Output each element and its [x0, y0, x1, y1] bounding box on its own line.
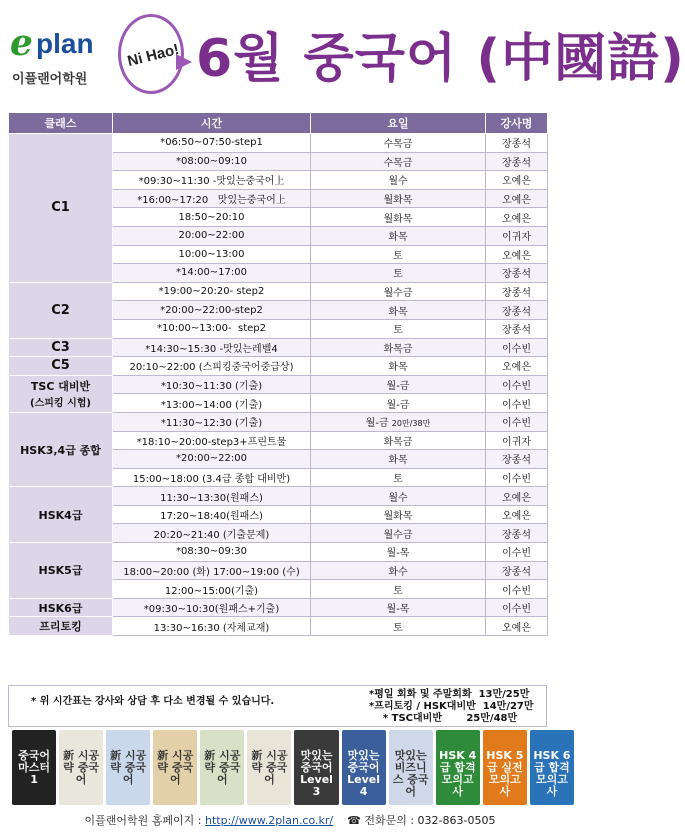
teacher-cell: 장종석	[486, 524, 548, 543]
class-cell: C3	[9, 338, 113, 357]
table-header-row	[9, 113, 548, 134]
price-note: 20만/38만	[391, 419, 431, 429]
days-cell: 월수금	[311, 524, 486, 543]
homepage-label: 이플랜어학원 홈페이지 :	[84, 814, 206, 827]
days-cell	[311, 412, 486, 431]
class-cell: C1	[9, 134, 113, 283]
days-cell: 수목금	[311, 134, 486, 153]
days-cell: 토	[311, 319, 486, 338]
class-cell: HSK3,4급 종합	[9, 412, 113, 486]
time-cell: *06:50~07:50-step1	[113, 134, 311, 153]
col-header-class: 클래스	[9, 113, 113, 134]
days-cell: 월화목	[311, 505, 486, 524]
time-cell: *10:00~13:00- step2	[113, 319, 311, 338]
days-cell: 화목	[311, 450, 486, 469]
time-cell: *08:30~09:30	[113, 543, 311, 562]
time-cell: *08:00~09:10	[113, 152, 311, 171]
days-cell: 토	[311, 468, 486, 487]
teacher-cell: 이수빈	[486, 394, 548, 413]
days-cell: 화수	[311, 561, 486, 580]
teacher-cell: 장종석	[486, 301, 548, 320]
time-cell: *20:00~22:00-step2	[113, 301, 311, 320]
phone-info: ☎ 전화문의 : 032-863-0505	[347, 814, 496, 827]
class-cell: 프리토킹	[9, 617, 113, 636]
days-cell: 월수	[311, 171, 486, 190]
header	[0, 0, 685, 108]
table-row	[9, 357, 548, 376]
footer	[0, 812, 580, 828]
book-cover	[389, 730, 433, 805]
book-cover	[247, 730, 291, 805]
teacher-cell: 이수빈	[486, 412, 548, 431]
logo-subtitle: 이플랜어학원	[12, 72, 88, 87]
days-cell: 월수	[311, 487, 486, 506]
time-cell: *16:00~17:20 맛있는중국어上	[113, 189, 311, 208]
days-cell: 토	[311, 580, 486, 599]
eplan-logo[interactable]	[10, 22, 110, 92]
schedule-table	[8, 112, 548, 636]
book-strip	[12, 730, 574, 805]
class-cell: HSK6급	[9, 598, 113, 617]
greeting-text: Ni Hao!	[125, 40, 181, 71]
time-cell: *18:10~20:00-step3+프린트물	[113, 431, 311, 450]
time-cell: 17:20~18:40(원패스)	[113, 505, 311, 524]
time-cell: 18:50~20:10	[113, 208, 311, 227]
time-cell: 15:00~18:00 (3.4급 종합 대비반)	[113, 468, 311, 487]
class-cell: C5	[9, 357, 113, 376]
teacher-cell: 장종석	[486, 134, 548, 153]
days-cell: 토	[311, 617, 486, 636]
teacher-cell: 이수빈	[486, 598, 548, 617]
book-cover	[106, 730, 150, 805]
time-cell: 20:10~22:00 (스피킹중국어중급상)	[113, 357, 311, 376]
teacher-cell: 오예은	[486, 505, 548, 524]
schedule-note: * 위 시간표는 강사와 상담 후 다소 변경될 수 있습니다.	[31, 696, 275, 707]
time-cell: *19:00~20:20- step2	[113, 282, 311, 301]
class-cell: HSK4급	[9, 487, 113, 543]
book-cover	[436, 730, 480, 805]
table-row	[9, 375, 548, 394]
teacher-cell: 장종석	[486, 264, 548, 283]
teacher-cell: 장종석	[486, 282, 548, 301]
col-header-days: 요일	[311, 113, 486, 134]
time-cell: 13:30~16:30 (자체교재)	[113, 617, 311, 636]
book-label: 맛있는 비즈니스 중국어	[392, 749, 429, 798]
book-label: 新 시공략 중국어	[251, 749, 288, 786]
book-cover	[12, 730, 56, 805]
days-cell: 화목	[311, 357, 486, 376]
days-cell: 화목	[311, 226, 486, 245]
days-cell: 화목금	[311, 431, 486, 450]
time-cell: *13:00~14:00 (기출)	[113, 394, 311, 413]
logo-e: e	[10, 22, 33, 64]
book-label: 新 시공략 중국어	[63, 749, 100, 786]
time-cell: *20:00~22:00	[113, 450, 311, 469]
time-cell: 12:00~15:00(기출)	[113, 580, 311, 599]
days-cell: 월-목	[311, 598, 486, 617]
days-cell: 화목금	[311, 338, 486, 357]
days-cell: 월수금	[311, 282, 486, 301]
book-label: 新 시공략 중국어	[204, 749, 241, 786]
time-cell: 20:20~21:40 (기출문제)	[113, 524, 311, 543]
teacher-cell: 오예은	[486, 487, 548, 506]
time-cell: 18:00~20:00 (화) 17:00~19:00 (수)	[113, 561, 311, 580]
book-label: 新 시공략 중국어	[157, 749, 194, 786]
logo-plan: plan	[36, 28, 94, 59]
table-row	[9, 543, 548, 562]
days-value: 월-금	[365, 418, 389, 430]
bubble-tail	[176, 54, 192, 70]
book-cover	[294, 730, 338, 805]
days-cell: 토	[311, 264, 486, 283]
teacher-cell: 장종석	[486, 152, 548, 171]
table-row	[9, 598, 548, 617]
book-label: 맛있는 중국어 Level 4	[347, 749, 381, 798]
book-cover	[530, 730, 574, 805]
price-notes: *평일 회화 및 주말회화 13만/25만 *프리토킹 / HSK대비반 14만/27만 * TSC대비반 25만/48만	[369, 689, 534, 724]
class-subtitle: (스피킹 시험)	[30, 398, 91, 410]
time-cell: 11:30~13:30(원패스)	[113, 487, 311, 506]
homepage-link[interactable]: http://www.2plan.co.kr/	[205, 814, 334, 827]
days-cell: 월-목	[311, 543, 486, 562]
time-cell: 20:00~22:00	[113, 226, 311, 245]
teacher-cell: 이수빈	[486, 338, 548, 357]
teacher-cell: 이수빈	[486, 468, 548, 487]
book-label: 중국어 마스터 1	[18, 749, 50, 786]
table-row	[9, 487, 548, 506]
table-row	[9, 617, 548, 636]
days-cell: 수목금	[311, 152, 486, 171]
teacher-cell: 오예은	[486, 357, 548, 376]
days-cell: 화목	[311, 301, 486, 320]
teacher-cell: 장종석	[486, 450, 548, 469]
teacher-cell: 오예은	[486, 245, 548, 264]
table-row	[9, 412, 548, 431]
class-cell	[9, 375, 113, 412]
teacher-cell: 이수빈	[486, 580, 548, 599]
time-cell: *10:30~11:30 (기출)	[113, 375, 311, 394]
class-cell: C2	[9, 282, 113, 338]
class-cell: HSK5급	[9, 543, 113, 599]
days-cell: 토	[311, 245, 486, 264]
table-row	[9, 134, 548, 153]
days-cell: 월화목	[311, 208, 486, 227]
days-cell: 월화목	[311, 189, 486, 208]
teacher-cell: 오예은	[486, 189, 548, 208]
teacher-cell: 이귀자	[486, 431, 548, 450]
notes-box	[8, 685, 547, 727]
teacher-cell: 이수빈	[486, 543, 548, 562]
book-label: 맛있는 중국어 Level 3	[300, 749, 333, 798]
time-cell: *09:30~11:30 -맛있는중국어上	[113, 171, 311, 190]
teacher-cell: 장종석	[486, 561, 548, 580]
book-cover	[483, 730, 527, 805]
teacher-cell: 오예은	[486, 171, 548, 190]
book-cover	[342, 730, 386, 805]
book-cover	[153, 730, 197, 805]
days-cell: 월-금	[311, 375, 486, 394]
class-name: TSC 대비반	[30, 380, 91, 394]
teacher-cell: 오예은	[486, 208, 548, 227]
book-cover	[59, 730, 103, 805]
days-cell: 월-금	[311, 394, 486, 413]
teacher-cell: 이귀자	[486, 226, 548, 245]
time-cell: *09:30~10:30(원패스+기출)	[113, 598, 311, 617]
col-header-time: 시간	[113, 113, 311, 134]
time-cell: 10:00~13:00	[113, 245, 311, 264]
time-cell: *11:30~12:30 (기출)	[113, 412, 311, 431]
page-title: 6월 중국어 (中國語)	[196, 29, 685, 89]
table-row	[9, 338, 548, 357]
book-label: 新 시공략 중국어	[110, 749, 147, 786]
teacher-cell: 오예은	[486, 617, 548, 636]
time-cell: *14:30~15:30 -맛있는레벨4	[113, 338, 311, 357]
time-cell: *14:00~17:00	[113, 264, 311, 283]
col-header-teacher: 강사명	[486, 113, 548, 134]
book-label: HSK 6급 합격모의고사	[533, 749, 571, 798]
book-label: HSK 5급 실전모의고사	[486, 749, 524, 798]
teacher-cell: 장종석	[486, 319, 548, 338]
greeting-bubble	[118, 14, 184, 94]
book-cover	[200, 730, 244, 805]
table-row	[9, 282, 548, 301]
book-label: HSK 4급 합격모의고사	[439, 749, 477, 798]
teacher-cell: 이수빈	[486, 375, 548, 394]
